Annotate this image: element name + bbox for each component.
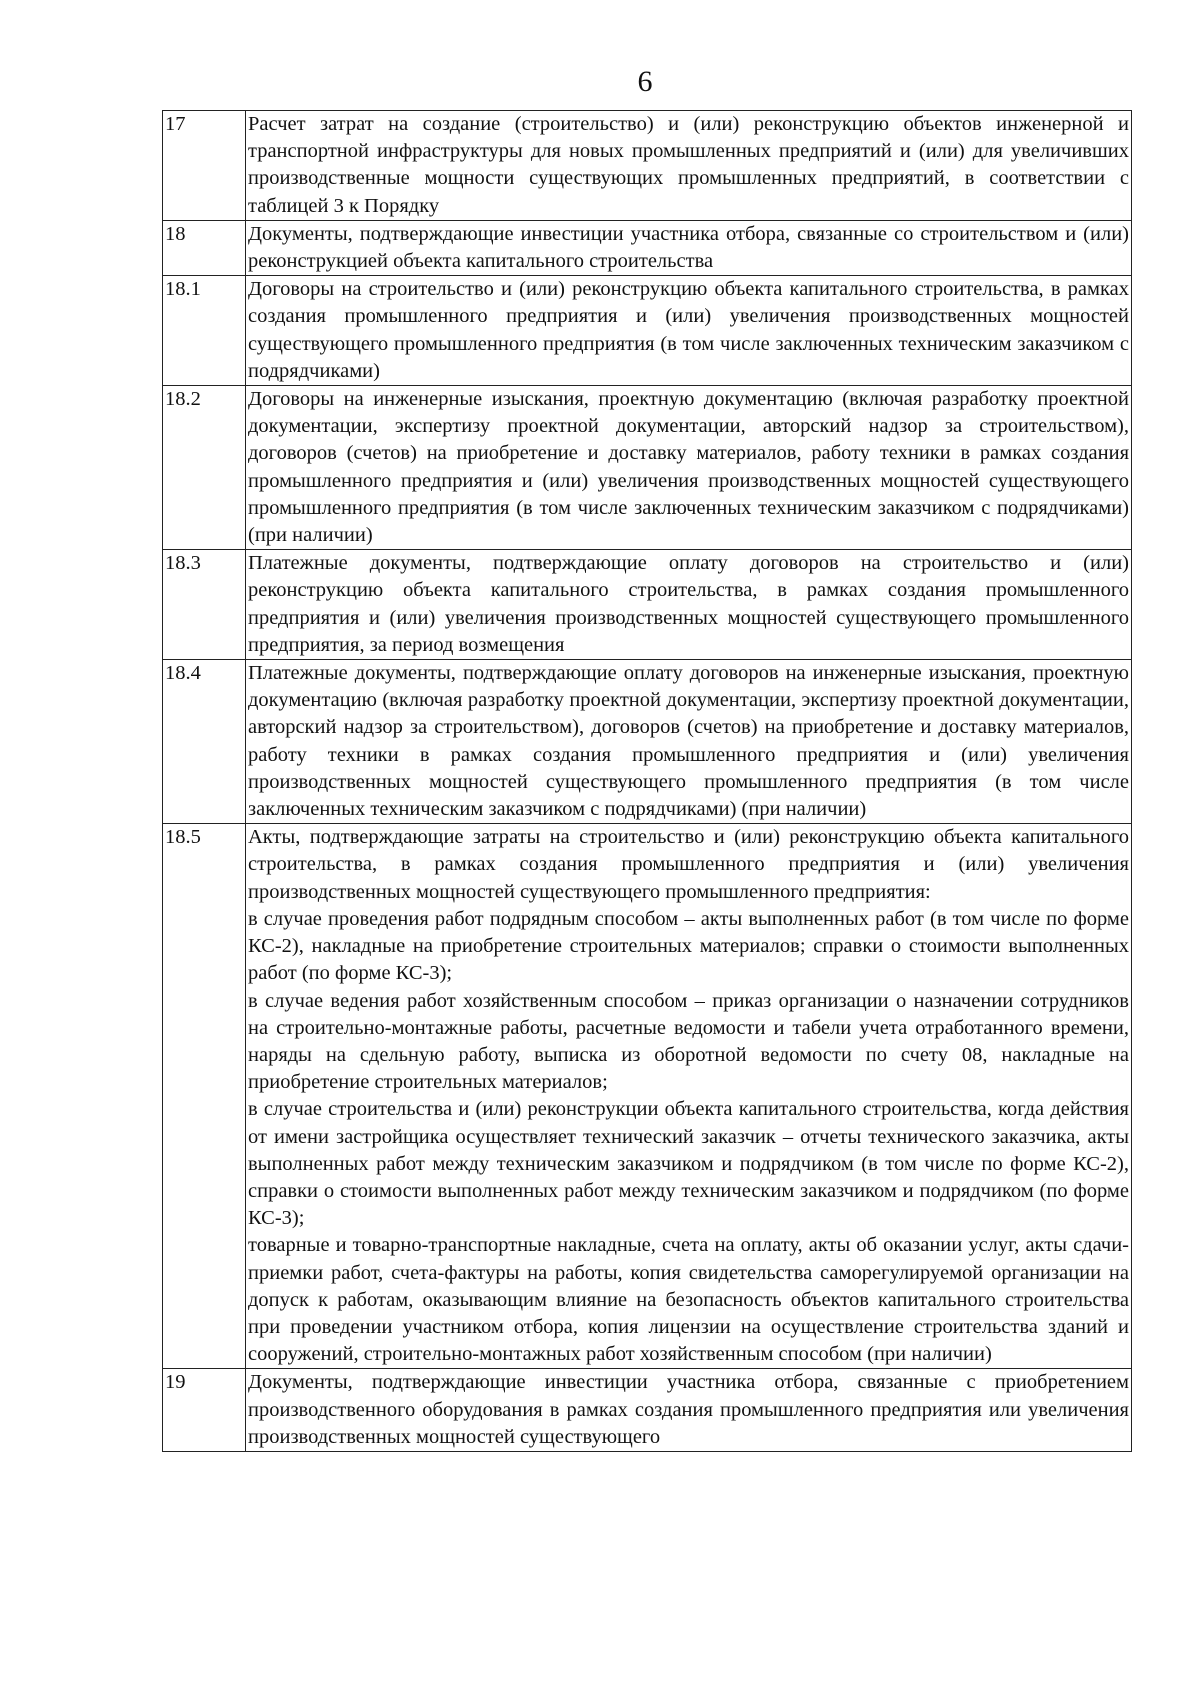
row-number: 18.1	[163, 276, 246, 386]
row-text	[246, 276, 1132, 386]
row-text	[246, 220, 1132, 275]
row-paragraph: в случае строительства и (или) реконструкции объекта капитального строительства, когда действия от имени застройщика осуществляет технический заказчик – отчеты технического заказчика, акты выполненных работ между техническим заказчиком и подрядчиком (в том числе по форме КС-2), справки о стоимости выполненных работ между техническим заказчиком и подрядчиком (по форме КС-3);	[248, 1098, 1129, 1230]
row-paragraph: Платежные документы, подтверждающие оплату договоров на строительство и (или) реконструкцию объекта капитального строительства, в рамках создания промышленного предприятия и (или) увеличения производственных мощностей существующего промышленного предприятия, за период возмещения	[248, 552, 1129, 656]
documents-table	[162, 110, 1132, 1452]
table-row	[163, 220, 1132, 275]
row-paragraph: Платежные документы, подтверждающие оплату договоров на инженерные изыскания, проектную документацию (включая разработку проектной документации, экспертизу проектной документации, авторский надзор за строительством), договоров (счетов) на приобретение и доставку материалов, работу техники в рамках создания промышленного предприятия и (или) увеличения производственных мощностей существующего промышленного предприятия (в том числе заключенных техническим заказчиком с подрядчиками) (при наличии)	[248, 662, 1129, 821]
row-text	[246, 824, 1132, 1369]
row-paragraph: в случае проведения работ подрядным способом – акты выполненных работ (в том числе по форме КС-2), накладные на приобретение строительных материалов; справки о стоимости выполненных работ (по форме КС-3);	[248, 907, 1129, 985]
table-row	[163, 111, 1132, 221]
row-number: 18	[163, 220, 246, 275]
row-text	[246, 386, 1132, 550]
table-row	[163, 1369, 1132, 1452]
row-text	[246, 111, 1132, 221]
row-paragraph: Договоры на инженерные изыскания, проектную документацию (включая разработку проектной документации, экспертизу проектной документации, авторский надзор за строительством), договоров (счетов) на приобретение и доставку материалов, работу техники в рамках создания промышленного предприятия и (или) увеличения производственных мощностей существующего промышленного предприятия (в том числе заключенных техническим заказчиком с подрядчиками) (при наличии)	[248, 388, 1129, 547]
row-text	[246, 1369, 1132, 1452]
row-paragraph: Договоры на строительство и (или) реконструкцию объекта капитального строительства, в рамках создания промышленного предприятия и (или) увеличения производственных мощностей существующего промышленного предприятия (в том числе заключенных техническим заказчиком с подрядчиками)	[248, 278, 1129, 382]
row-number: 18.2	[163, 386, 246, 550]
row-text	[246, 660, 1132, 824]
row-number: 18.5	[163, 824, 246, 1369]
row-number: 18.4	[163, 660, 246, 824]
row-paragraph: в случае ведения работ хозяйственным способом – приказ организации о назначении сотрудников на строительно-монтажные работы, расчетные ведомости и табели учета отработанного времени, наряды на сдельную работу, выписка из оборотной ведомости по счету 08, накладные на приобретение строительных материалов;	[248, 989, 1129, 1094]
table-row	[163, 824, 1132, 1369]
table-row	[163, 660, 1132, 824]
row-number: 17	[163, 111, 246, 221]
table-row	[163, 386, 1132, 550]
row-paragraph: Расчет затрат на создание (строительство) и (или) реконструкцию объектов инженерной и транспортной инфраструктуры для новых промышленных предприятий и (или) для увеличивших производственные мощности существующих промышленных предприятий, в соответствии с таблицей 3 к Порядку	[248, 113, 1129, 217]
table-row	[163, 550, 1132, 660]
page-number: 6	[637, 65, 653, 98]
row-text	[246, 550, 1132, 660]
row-number: 19	[163, 1369, 246, 1452]
row-paragraph: Документы, подтверждающие инвестиции участника отбора, связанные с приобретением производственного оборудования в рамках создания промышленного предприятия или увеличения производственных мощностей существующего	[248, 1371, 1129, 1448]
row-paragraph: Документы, подтверждающие инвестиции участника отбора, связанные со строительством и (или) реконструкцией объекта капитального строительства	[248, 222, 1129, 273]
table-row	[163, 276, 1132, 386]
row-paragraph: товарные и товарно-транспортные накладные, счета на оплату, акты об оказании услуг, акты сдачи-приемки работ, счета-фактуры на работы, копия свидетельства саморегулируемой организации на допуск к работам, оказывающим влияние на безопасность объектов капитального строительства при проведении участником отбора, копия лицензии на осуществление строительства зданий и сооружений, строительно-монтажных работ хозяйственным способом (при наличии)	[248, 1234, 1129, 1366]
row-paragraph: Акты, подтверждающие затраты на строительство и (или) реконструкцию объекта капитального строительства, в рамках создания промышленного предприятия и (или) увеличения производственных мощностей существующего промышленного предприятия:	[248, 826, 1129, 903]
row-number: 18.3	[163, 550, 246, 660]
